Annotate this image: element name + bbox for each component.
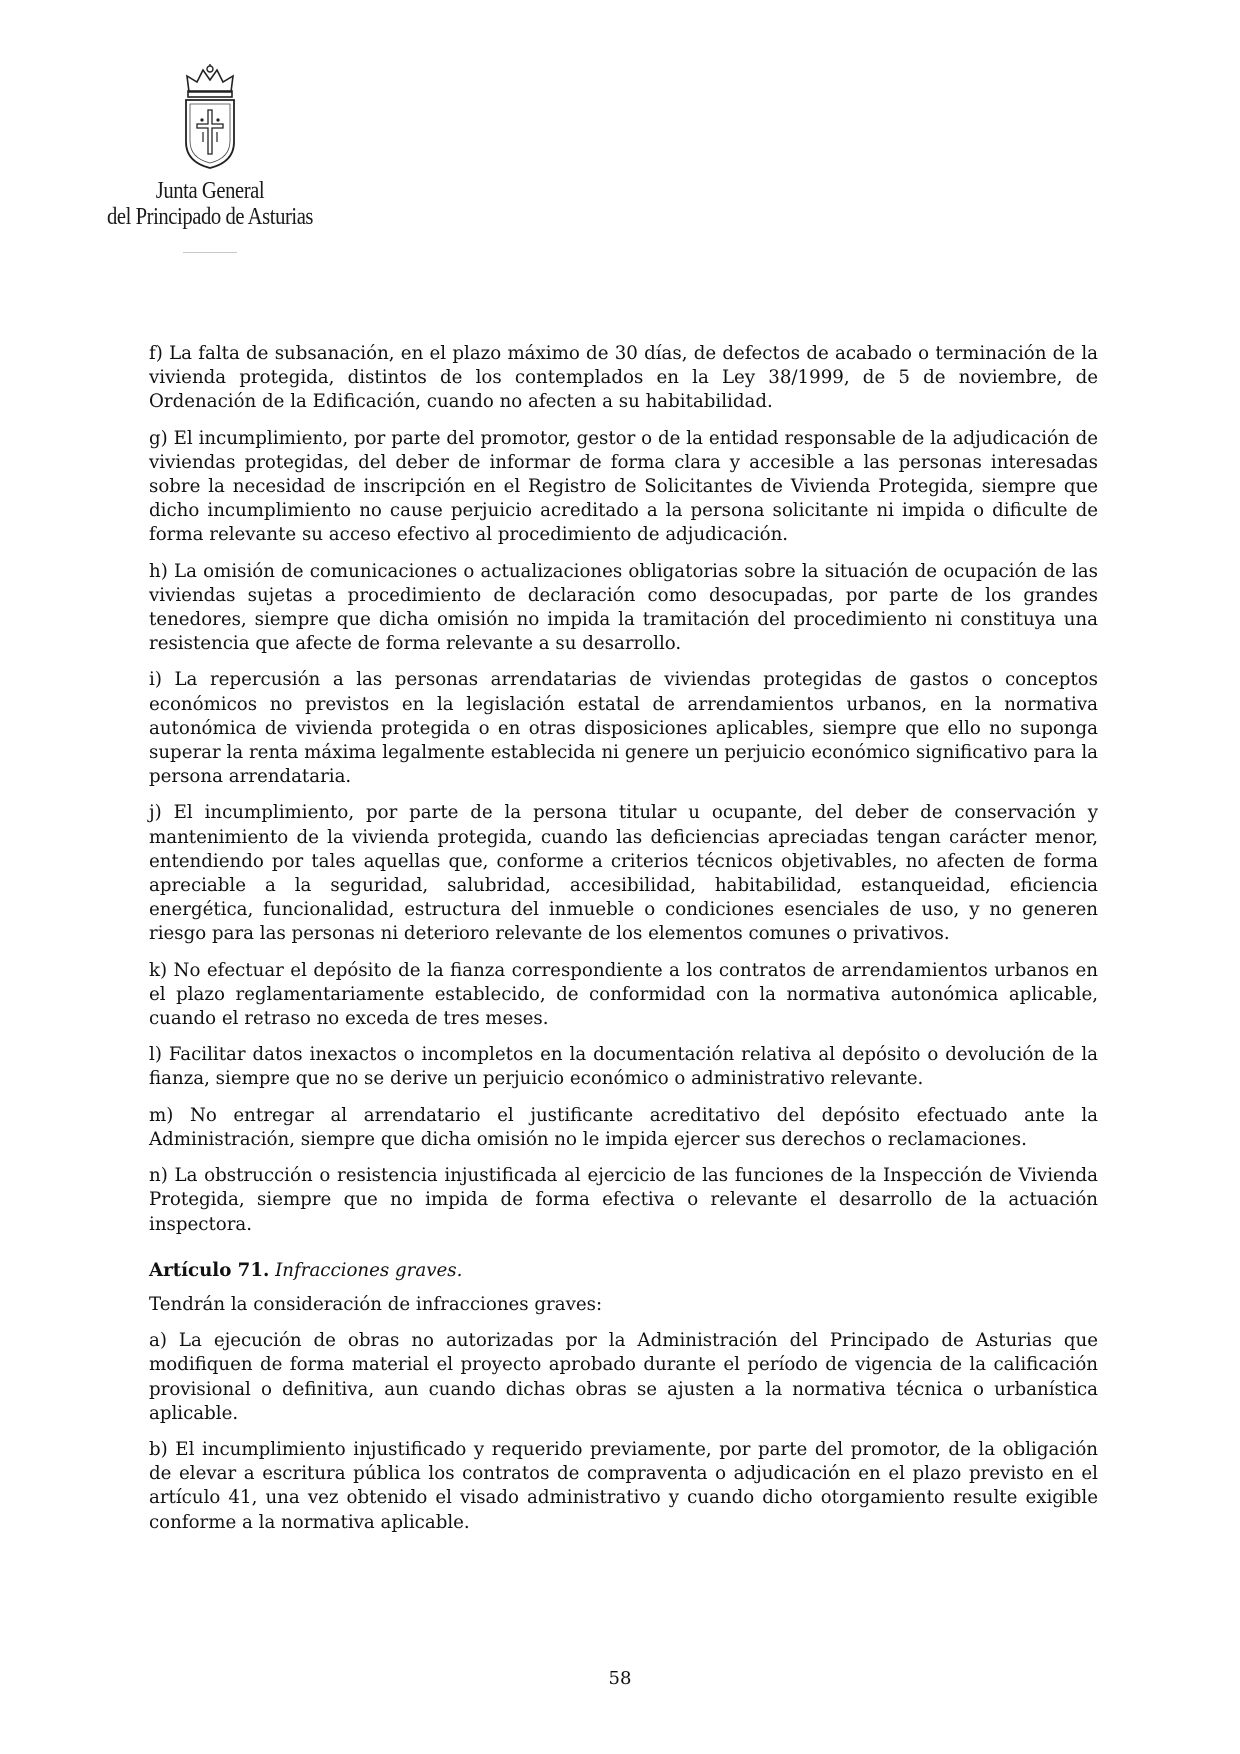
article-intro: Tendrán la consideración de infracciones graves: — [149, 1293, 603, 1315]
paragraph-j: j) El incumplimiento, por parte de la persona titular u ocupante, del deber de conservación y mantenimiento de la vivienda protegida, cuando las deficiencias apreciadas tengan carácter menor, entendiendo por tales aquellas que, conforme a criterios técnicos objetivables, no afecten de forma apreciable a la seguridad, salubridad, accesibilidad, habitabilidad, estanqueidad, eficiencia energética, funcionalidad, estructura del inmueble o condiciones esenciales de uso, y no generen riesgo para las personas ni deterioro relevante de los elementos comunes o privativos. — [149, 802, 1098, 945]
paragraph-b: b) El incumplimiento injustificado y requerido previamente, por parte del promotor, de la obligación de elevar a escritura pública los contratos de compraventa o adjudicación en el plazo previsto en el artículo 41, una vez obtenido el visado administrativo y cuando dicho otorgamiento resulte exigible conforme a la normativa aplicable. — [149, 1438, 1098, 1533]
org-name-line1: Junta General — [155, 178, 265, 204]
paragraph-i: i) La repercusión a las personas arrendatarias de viviendas protegidas de gastos o conceptos económicos no previstos en la legislación estatal de arrendamientos urbanos, en la normativa autonómica de vivienda protegida o en otras disposiciones aplicables, siempre que ello no suponga superar la renta máxima legalmente establecida ni genere un perjuicio económico significativo para la persona arrendataria. — [149, 669, 1098, 788]
letterhead — [80, 62, 340, 253]
article-number: Artículo 71. — [149, 1259, 270, 1281]
paragraph-a: a) La ejecución de obras no autorizadas por la Administración del Principado de Asturias que modifiquen de forma material el proyecto aprobado durante el período de vigencia de la calificación provisional o definitiva, aun cuando dichas obras se ajusten a la normativa técnica o urbanística aplicable. — [149, 1330, 1098, 1424]
article-heading — [149, 1259, 1098, 1283]
document-body — [149, 342, 1098, 1547]
paragraph-l: l) Facilitar datos inexactos o incompletos en la documentación relativa al depósito o devolución de la fianza, siempre que no se derive un perjuicio económico o administrativo relevante. — [149, 1044, 1098, 1090]
article-title: Infracciones graves. — [275, 1259, 463, 1281]
paragraph-f: f) La falta de subsanación, en el plazo máximo de 30 días, de defectos de acabado o terminación de la vivienda protegida, distintos de los contemplados en la Ley 38/1999, de 5 de noviembre, de Ordenación de la Edificación, cuando no afecten a su habitabilidad. — [149, 343, 1098, 413]
paragraph-m: m) No entregar al arrendatario el justificante acreditativo del depósito efectuado ante la Administración, siempre que dicha omisión no le impida ejercer sus derechos o reclamaciones. — [149, 1104, 1098, 1150]
paragraph-g: g) El incumplimiento, por parte del promotor, gestor o de la entidad responsable de la adjudicación de viviendas protegidas, del deber de informar de forma clara y accesible a las personas interesadas sobre la necesidad de inscripción en el Registro de Solicitantes de Vivienda Protegida, siempre que dicho incumplimiento no cause perjuicio acreditado a la persona solicitante ni impida o dificulte de forma relevante su acceso efectivo al procedimiento de adjudicación. — [149, 427, 1098, 546]
paragraph-n: n) La obstrucción o resistencia injustificada al ejercicio de las funciones de la Inspección de Vivienda Protegida, siempre que no impida de forma efectiva o relevante el desarrollo de la actuación inspectora. — [149, 1165, 1098, 1235]
org-name-line2: del Principado de Asturias — [106, 204, 314, 230]
paragraph-k: k) No efectuar el depósito de la fianza correspondiente a los contratos de arrendamientos urbanos en el plazo reglamentariamente establecido, de conformidad con la normativa autonómica aplicable, cuando el retraso no exceda de tres meses. — [149, 959, 1098, 1030]
coat-of-arms-icon — [175, 62, 245, 172]
page-number: 58 — [608, 1668, 632, 1689]
header-divider — [183, 252, 237, 253]
paragraph-h: h) La omisión de comunicaciones o actualizaciones obligatorias sobre la situación de ocupación de las viviendas sujetas a procedimiento de declaración como desocupadas, por parte de los grandes tenedores, siempre que dicha omisión no impida la tramitación del procedimiento ni constituya una resistencia que afecte de forma relevante a su desarrollo. — [149, 560, 1098, 655]
